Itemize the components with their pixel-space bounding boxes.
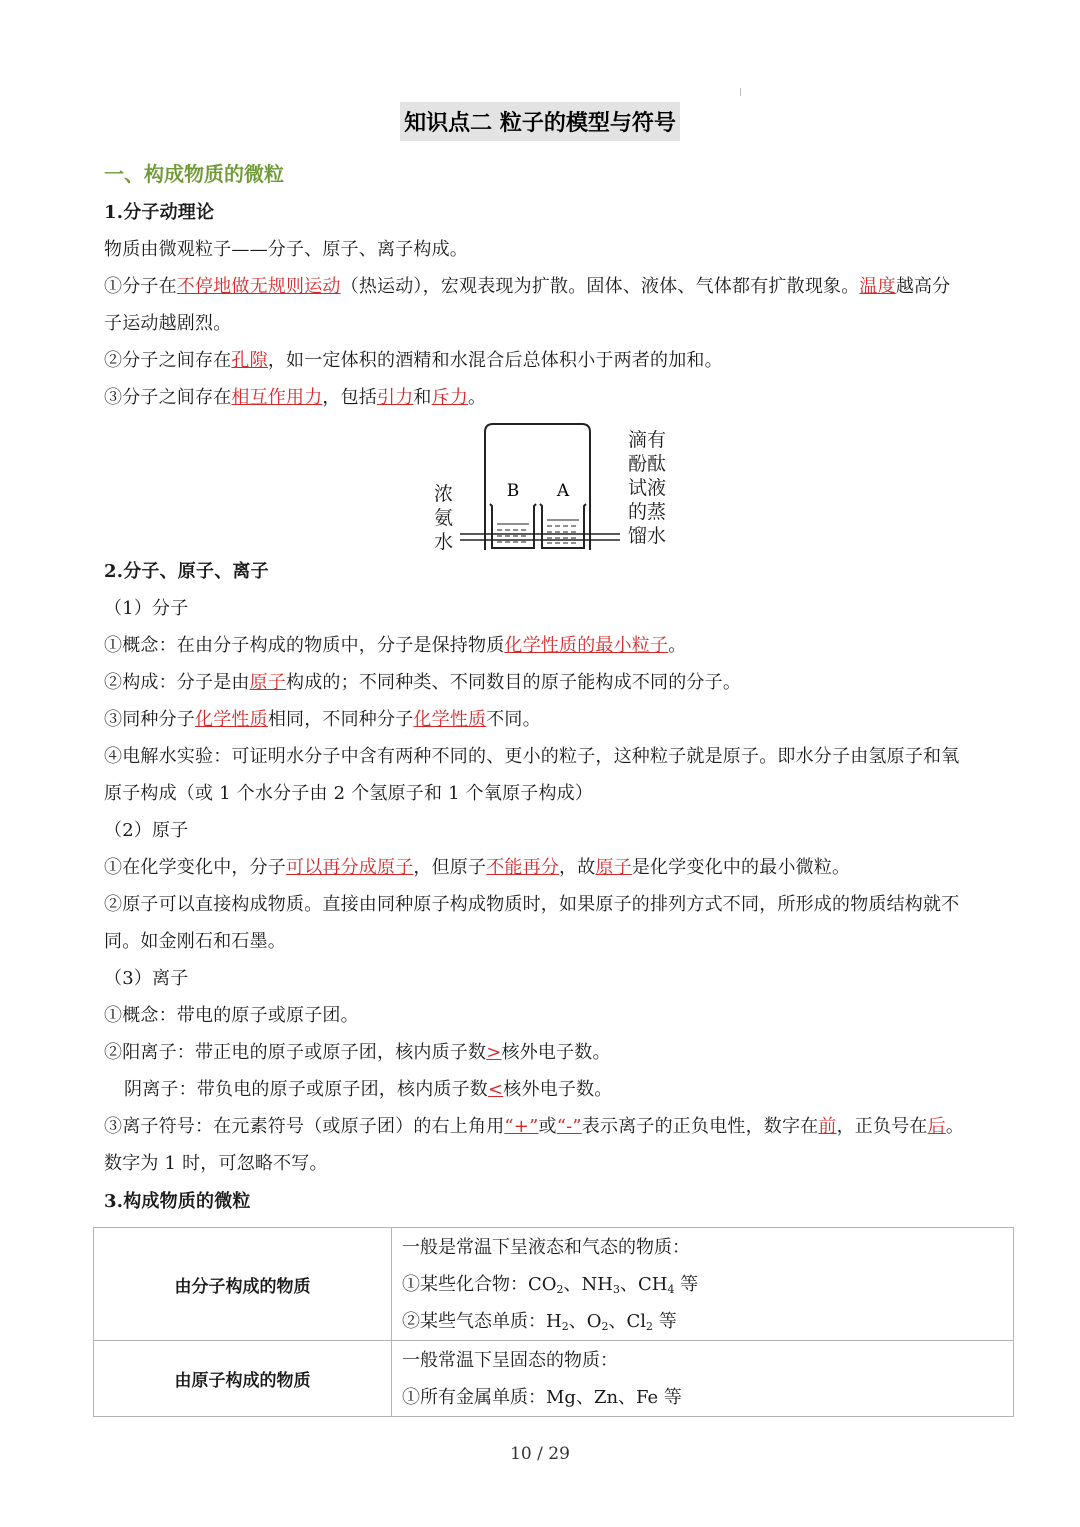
label-line: 的蒸 xyxy=(628,501,667,523)
answer-blank: “+” xyxy=(504,1116,539,1137)
text: 、Cl xyxy=(608,1310,646,1332)
paragraph-line xyxy=(104,633,1014,659)
answer-blank: 斥力 xyxy=(431,387,469,408)
text: 。 xyxy=(468,387,487,408)
paragraph-line xyxy=(104,707,1014,733)
page-number: 10 / 29 xyxy=(510,1444,570,1464)
text: 表示离子的正负电性，数字在 xyxy=(581,1116,819,1137)
beaker-b-label: B xyxy=(506,481,520,501)
answer-blank: 前 xyxy=(818,1116,837,1137)
text: 是化学变化中的最小微粒。 xyxy=(631,857,851,878)
margin-mark xyxy=(740,88,741,96)
text: 。 xyxy=(945,1116,965,1137)
table-cell xyxy=(392,1228,1014,1341)
text: ，包括 xyxy=(322,387,378,408)
text: ③同种分子 xyxy=(104,709,195,730)
answer-blank: < xyxy=(488,1079,504,1100)
paragraph-line: （3）离子 xyxy=(104,968,189,989)
cell-line: ①所有金属单质：Mg、Zn、Fe 等 xyxy=(402,1386,682,1408)
answer-blank: 原子 xyxy=(249,672,287,693)
text: 阴离子：带负电的原子或原子团，核内质子数 xyxy=(124,1079,488,1100)
subheading-matter-particles: 3.构成物质的微粒 xyxy=(104,1191,251,1212)
text: ，但原子 xyxy=(413,857,487,878)
paragraph-line xyxy=(104,274,1014,300)
subscript: 2 xyxy=(601,1319,609,1333)
text: 、O xyxy=(568,1310,602,1332)
paragraph-line: 物质由微观粒子——分子、原子、离子构成。 xyxy=(104,239,468,260)
paragraph-line: 原子构成（或 1 个水分子由 2 个氢原子和 1 个氧原子构成） xyxy=(104,783,594,804)
paragraph-line xyxy=(104,670,1014,696)
page-title: 知识点二 粒子的模型与符号 xyxy=(400,102,680,141)
matter-particles-table xyxy=(93,1227,1014,1417)
cell-line xyxy=(402,1303,1013,1340)
label-line: 滴有 xyxy=(628,429,667,451)
paragraph-line xyxy=(104,348,1014,374)
text: 、CH xyxy=(619,1273,668,1295)
row-header: 由分子构成的物质 xyxy=(174,1276,311,1297)
subscript: 2 xyxy=(646,1319,653,1333)
text: ，如一定体积的酒精和水混合后总体积小于两者的加和。 xyxy=(267,350,723,371)
water-label xyxy=(628,428,678,548)
answer-blank: “-” xyxy=(556,1116,582,1137)
table-cell xyxy=(94,1341,392,1417)
text: ①概念：在由分子构成的物质中，分子是保持物质 xyxy=(104,635,505,656)
text: 核外电子数。 xyxy=(501,1042,611,1063)
paragraph-line: ④电解水实验：可证明水分子中含有两种不同的、更小的粒子，这种粒子就是原子。即水分子由氢原子和氧 xyxy=(104,746,960,767)
text: 等 xyxy=(653,1310,677,1332)
label-char: 氨 xyxy=(434,507,454,529)
text: 相同，不同种分子 xyxy=(267,709,414,730)
text: 或 xyxy=(538,1116,557,1137)
paragraph-line: ②原子可以直接构成物质。直接由同种原子构成物质时，如果原子的排列方式不同，所形成的物质结构就不 xyxy=(104,894,960,915)
paragraph-line: （1）分子 xyxy=(104,598,189,619)
text: （热运动），宏观表现为扩散。固体、液体、气体都有扩散现象。 xyxy=(340,276,860,297)
subheading-molecular-theory: 1.分子动理论 xyxy=(104,202,215,223)
text: 和 xyxy=(413,387,432,408)
answer-blank: 后 xyxy=(927,1116,946,1137)
text: 越高分 xyxy=(895,276,951,297)
answer-blank: 不能再分 xyxy=(486,857,560,878)
text: ①某些化合物：CO xyxy=(402,1273,557,1295)
cell-line: 一般是常温下呈液态和气态的物质： xyxy=(402,1236,690,1258)
paragraph-line: ①概念：带电的原子或原子团。 xyxy=(104,1005,359,1026)
paragraph-line: 数字为 1 时，可忽略不写。 xyxy=(104,1153,328,1174)
paragraph-line xyxy=(104,385,1014,411)
subscript: 4 xyxy=(667,1282,675,1296)
label-line: 酚酞 xyxy=(628,453,667,475)
subscript: 2 xyxy=(561,1319,569,1333)
beaker-b xyxy=(490,504,536,548)
label-line: 馏水 xyxy=(628,525,667,547)
paragraph-line: 子运动越剧烈。 xyxy=(104,313,232,334)
text: 、NH xyxy=(563,1273,613,1295)
paragraph-line xyxy=(104,855,1014,881)
label-line: 试液 xyxy=(628,477,667,499)
text: 。 xyxy=(668,635,687,656)
answer-blank: > xyxy=(486,1042,502,1063)
answer-blank: 化学性质的最小粒子 xyxy=(504,635,669,656)
text: ，正负号在 xyxy=(836,1116,928,1137)
paragraph-line xyxy=(124,1077,1034,1103)
answer-blank: 可以再分成原子 xyxy=(286,857,414,878)
answer-blank: 不停地做无规则运动 xyxy=(176,276,341,297)
text: 不同。 xyxy=(486,709,541,730)
table-cell xyxy=(94,1228,392,1341)
text: 构成的；不同种类、不同数目的原子能构成不同的分子。 xyxy=(286,672,742,693)
row-header: 由原子构成的物质 xyxy=(174,1371,311,1391)
paragraph-line xyxy=(104,1040,1014,1066)
ammonia-label xyxy=(434,482,456,554)
table-cell xyxy=(392,1341,1014,1417)
text: ②某些气态单质：H xyxy=(402,1310,562,1332)
answer-blank: 引力 xyxy=(377,387,414,408)
cell-line xyxy=(402,1266,1013,1303)
answer-blank: 化学性质 xyxy=(413,709,487,730)
label-char: 水 xyxy=(434,531,454,553)
text: ③分子之间存在 xyxy=(104,387,232,408)
paragraph-line xyxy=(104,1114,1014,1140)
text: ，故 xyxy=(559,857,596,878)
text: ①在化学变化中，分子 xyxy=(104,857,286,878)
text: ②构成：分子是由 xyxy=(104,672,250,693)
title-wrapper xyxy=(0,102,1080,141)
table-row xyxy=(94,1341,1014,1417)
text: ②分子之间存在 xyxy=(104,350,232,371)
text: 等 xyxy=(674,1273,699,1295)
ammonia-diffusion-diagram xyxy=(430,422,680,557)
table-row xyxy=(94,1228,1014,1341)
paragraph-line: 同。如金刚石和石墨。 xyxy=(104,931,286,952)
answer-blank: 原子 xyxy=(595,857,632,878)
text: ①分子在 xyxy=(104,276,177,297)
paragraph-line: （2）原子 xyxy=(104,820,189,841)
answer-blank: 相互作用力 xyxy=(231,387,323,408)
text: ③离子符号：在元素符号（或原子团）的右上角用 xyxy=(104,1116,505,1137)
subscript: 2 xyxy=(556,1282,564,1296)
cell-line: 一般常温下呈固态的物质： xyxy=(402,1349,618,1371)
section-heading: 一、构成物质的微粒 xyxy=(104,162,284,186)
subscript: 3 xyxy=(612,1282,620,1296)
bell-jar xyxy=(485,424,590,550)
text: 核外电子数。 xyxy=(503,1079,613,1100)
answer-blank: 化学性质 xyxy=(195,709,268,730)
beaker-a-label: A xyxy=(556,481,570,501)
text: ②阳离子：带正电的原子或原子团，核内质子数 xyxy=(104,1042,487,1063)
answer-blank: 孔隙 xyxy=(231,350,268,371)
label-char: 浓 xyxy=(434,483,454,505)
subheading-particles: 2.分子、原子、离子 xyxy=(104,561,269,582)
answer-blank: 温度 xyxy=(859,276,896,297)
